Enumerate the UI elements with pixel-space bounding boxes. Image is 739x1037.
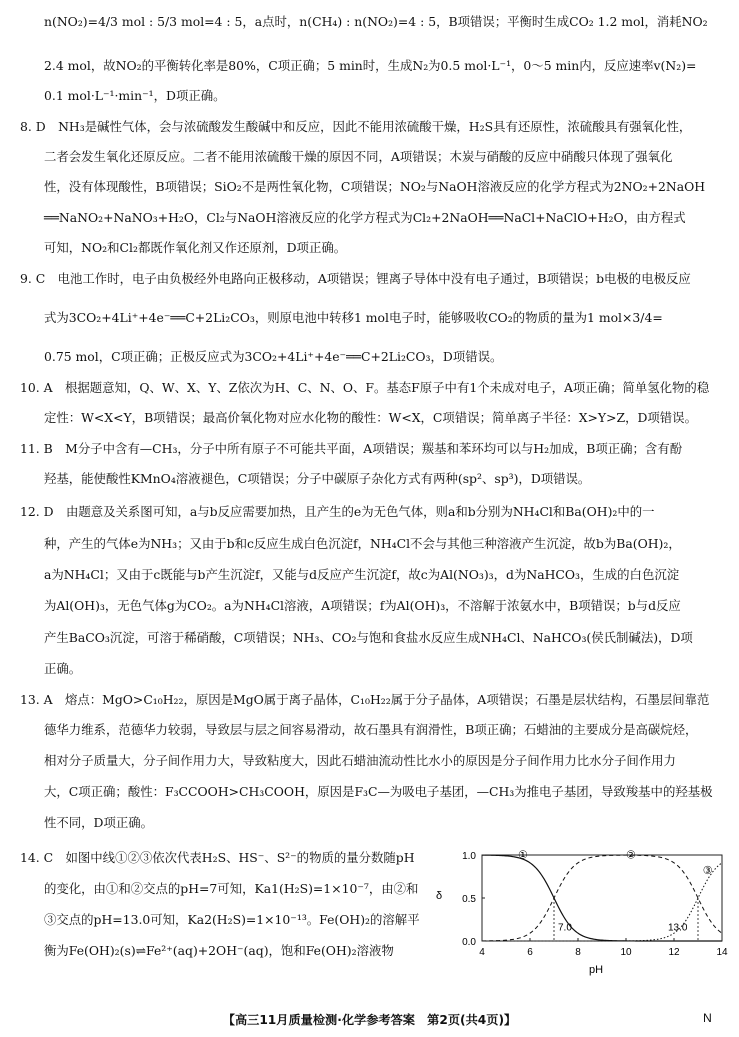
text-line: 0.75 mol，C项正确；正极反应式为3CO₂+4Li⁺+4e⁻══C+2Li₂CO₃，D项错误。 xyxy=(44,349,503,364)
curve-label-1: ① xyxy=(518,849,528,862)
x-tick-label: 4 xyxy=(479,947,485,958)
x-tick-label: 10 xyxy=(620,947,632,958)
curve-label-2: ② xyxy=(626,849,636,862)
text-line: 相对分子质量大，分子间作用力大，导致粘度大，因此石蜡油流动性比水小的原因是分子间作用力比水分子间作用力 xyxy=(44,753,676,768)
text-line: 产生BaCO₃沉淀，可溶于稀硝酸，C项错误；NH₃、CO₂与饱和食盐水反应生成NH₄Cl、NaHCO₃(侯氏制碱法)，D项 xyxy=(44,630,693,645)
text-line: 大，C项正确；酸性：F₃CCOOH>CH₃COOH，原因是F₃C—为吸电子基团，—CH₃为推电子基团，导致羧基中的羟基极 xyxy=(44,784,713,799)
annotation-13: 13.0 xyxy=(668,922,688,934)
text-line: 11. B M分子中含有—CH₃，分子中所有原子不可能共平面，A项错误；羰基和苯环均可以与H₂加成，B项正确；含有酚 xyxy=(20,441,683,456)
text-line: 羟基，能使酸性KMnO₄溶液褪色，C项错误；分子中碳原子杂化方式有两种(sp²、sp³)，D项错误。 xyxy=(44,471,591,486)
text-line: 可知，NO₂和Cl₂都既作氧化剂又作还原剂，D项正确。 xyxy=(44,240,347,255)
text-line: 性，没有体现酸性，B项错误；SiO₂不是两性氧化物，C项错误；NO₂与NaOH溶液反应的化学方程式为2NO₂+2NaOH xyxy=(44,179,706,194)
x-tick-label: 14 xyxy=(716,947,728,958)
y-tick-label: 0.5 xyxy=(462,894,476,905)
x-tick-label: 6 xyxy=(527,947,533,958)
annotation-7: 7.0 xyxy=(558,922,572,934)
y-axis-label: δ xyxy=(436,890,443,902)
text-line: 二者会发生氧化还原反应。二者不能用浓硫酸干燥的原因不同，A项错误；木炭与硝酸的反应中硝酸只体现了强氧化 xyxy=(44,149,673,164)
text-line: 14. C 如图中线①②③依次代表H₂S、HS⁻、S²⁻的物质的量分数随pH xyxy=(20,850,415,865)
text-line: 为Al(OH)₃，无色气体g为CO₂。a为NH₄Cl溶液，A项错误；f为Al(OH)₃，不溶解于浓氨水中，B项错误；b与d反应 xyxy=(44,598,681,613)
text-line: 12. D 由题意及关系图可知，a与b反应需要加热，且产生的e为无色气体，则a和b分别为NH₄Cl和Ba(OH)₂中的一 xyxy=(20,504,655,519)
text-line: 正确。 xyxy=(44,661,82,676)
text-line: 的变化，由①和②交点的pH=7可知，Ka1(H₂S)=1×10⁻⁷，由②和 xyxy=(44,881,419,896)
text-line: 性不同，D项正确。 xyxy=(44,815,154,830)
x-tick-label: 8 xyxy=(575,947,581,958)
text-line: 8. D NH₃是碱性气体，会与浓硫酸发生酸碱中和反应，因此不能用浓硫酸干燥，H₂S具有还原性，浓硫酸具有强氧化性， xyxy=(20,119,692,134)
text-line: 13. A 熔点：MgO>C₁₀H₂₂，原因是MgO属于离子晶体，C₁₀H₂₂属于分子晶体，A项错误；石墨是层状结构，石墨层间靠范 xyxy=(20,692,710,707)
text-line: a为NH₄Cl；又由于c既能与b产生沉淀f，又能与d反应产生沉淀f，故c为Al(NO₃)₃，d为NaHCO₃，生成的白色沉淀 xyxy=(44,567,680,582)
footer-code: N xyxy=(703,1011,712,1025)
text-line: 式为3CO₂+4Li⁺+4e⁻══C+2Li₂CO₃，则原电池中转移1 mol电子时，能够吸收CO₂的物质的量为1 mol×3/4= xyxy=(44,310,663,325)
x-axis-label: pH xyxy=(588,964,604,976)
text-line: ③交点的pH=13.0可知，Ka2(H₂S)=1×10⁻¹³。Fe(OH)₂的溶解平 xyxy=(44,912,420,927)
text-line: 9. C 电池工作时，电子由负极经外电路向正极移动，A项错误；锂离子导体中没有电子通过，B项错误；b电极的电极反应 xyxy=(20,271,691,286)
text-line: 定性：W<X<Y，B项错误；最高价氧化物对应水化物的酸性：W<X，C项错误；简单离子半径：X>Y>Z，D项错误。 xyxy=(44,410,697,425)
text-line: ══NaNO₂+NaNO₃+H₂O，Cl₂与NaOH溶液反应的化学方程式为Cl₂+2NaOH══NaCl+NaClO+H₂O，由方程式 xyxy=(44,210,686,225)
text-line: n(NO₂)=4/3 mol : 5/3 mol=4 : 5，a点时，n(CH₄) : n(NO₂)=4 : 5，B项错误；平衡时生成CO₂ 1.2 mol，消耗NO₂ xyxy=(44,14,708,29)
text-line: 衡为Fe(OH)₂(s)⇌Fe²⁺(aq)+2OH⁻(aq)，饱和Fe(OH)₂溶液物 xyxy=(44,943,394,958)
text-line: 10. A 根据题意知，Q、W、X、Y、Z依次为H、C、N、O、F。基态F原子中有1个未成对电子，A项正确；简单氢化物的稳 xyxy=(20,380,710,395)
y-tick-label: 1.0 xyxy=(462,851,476,862)
text-line: 0.1 mol·L⁻¹·min⁻¹，D项正确。 xyxy=(44,88,226,103)
text-line: 种，产生的气体e为NH₃；又由于b和c反应生成白色沉淀f，NH₄Cl不会与其他三种溶液产生沉淀，故b为Ba(OH)₂， xyxy=(44,536,681,551)
y-tick-label: 0.0 xyxy=(462,937,476,948)
x-tick-label: 12 xyxy=(668,947,680,958)
ph-fraction-chart xyxy=(436,847,736,977)
footer-title: 【高三11月质量检测·化学参考答案 第2页(共4页)】 xyxy=(222,1013,517,1027)
curve-label-3: ③ xyxy=(702,864,713,877)
text-line: 德华力维系，范德华力较弱，导致层与层之间容易滑动，故石墨具有润滑性，B项正确；石蜡油的主要成分是高碳烷烃， xyxy=(44,722,698,737)
text-line: 2.4 mol，故NO₂的平衡转化率是80%，C项正确；5 min时，生成N₂为0.5 mol·L⁻¹，0～5 min内，反应速率v(N₂)= xyxy=(44,58,697,73)
